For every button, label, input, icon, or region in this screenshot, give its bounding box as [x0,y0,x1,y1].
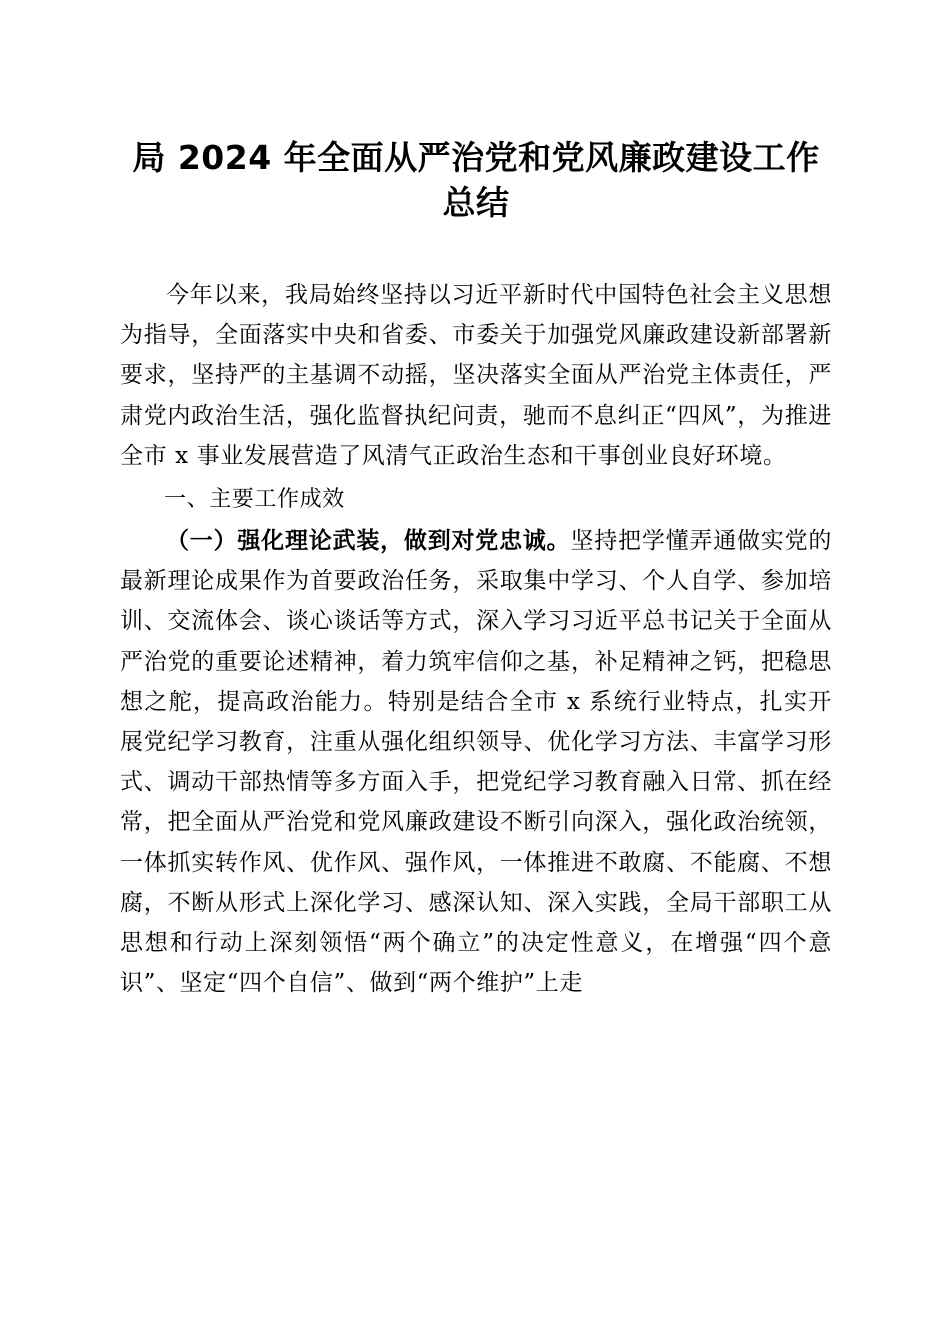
subsection-heading-1: （一）强化理论武装，做到对党忠诚。 [166,528,571,555]
subsection-text-1: 坚持把学懂弄通做实党的最新理论成果作为首要政治任务，采取集中学习、个人自学、参加培训、交流体会、谈心谈话等方式，深入学习习近平总书记关于全面从严治党的重要论述精神，着力筑牢信仰之基，补足精神之钙，把稳思想之舵，提高政治能力。特别是结合全市 x 系统行业特点，扎实开展党纪学习教育，注重从强化组织领导、优化学习方法、丰富学习形式、调动干部热情等多方面入手，把党纪学习教育融入日常、抓在经常，把全面从严治党和党风廉政建设不断引向深入，强化政治统领，一体抓实转作风、优作风、强作风，一体推进不敢腐、不能腐、不想腐，不断从形式上深化学习、感深认知、深入实践，全局干部职工从思想和行动上深刻领悟“两个确立”的决定性意义，在增强“四个意识”、坚定“四个自信”、做到“两个维护”上走 [120,528,832,997]
document-title [120,135,832,225]
document-page [120,0,832,1003]
document-body [120,275,832,1003]
subsection-paragraph-1 [120,521,832,1003]
title-line-1: 局 2024 年全面从严治党和党风廉政建设工作 [132,138,820,177]
title-line-2: 总结 [442,183,510,222]
section-heading-1: 一、主要工作成效 [164,487,345,513]
intro-paragraph: 今年以来，我局始终坚持以习近平新时代中国特色社会主义思想为指导，全面落实中央和省委、市委关于加强党风廉政建设新部署新要求，坚持严的主基调不动摇，坚决落实全面从严治党主体责任，严肃党内政治生活，强化监督执纪问责，驰而不息纠正“四风”，为推进全市 x 事业发展营造了风清气正政治生态和干事创业良好环境。 [120,282,832,469]
